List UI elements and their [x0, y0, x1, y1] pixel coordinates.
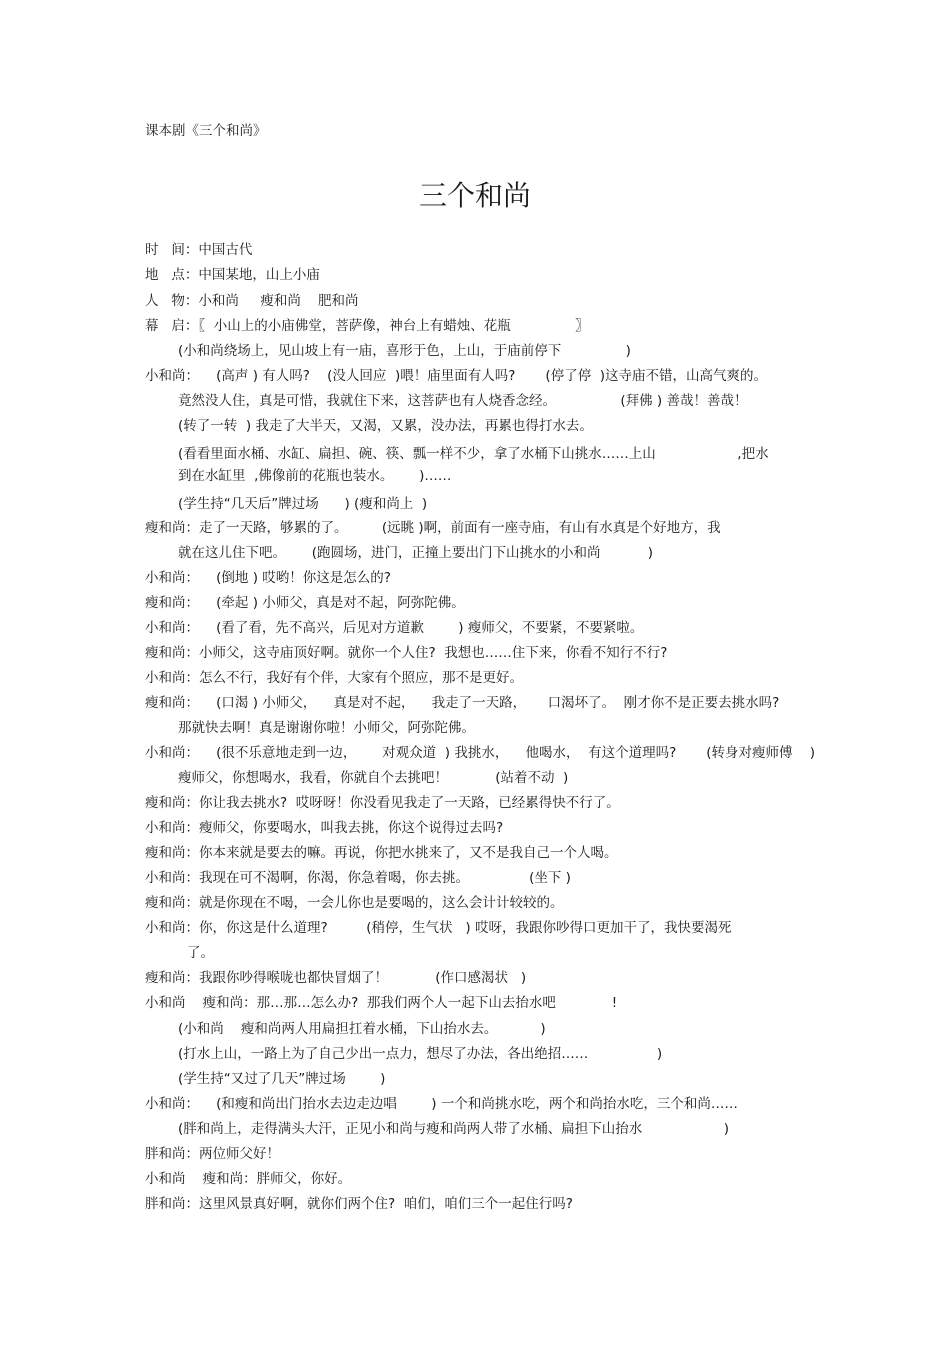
script-line: 小和尚：我现在可不渴啊，你渴，你急着喝，你去挑。 (坐下 ) [145, 870, 571, 886]
script-line: 小和尚：瘦师父，你要喝水，叫我去挑，你这个说得过去吗? [145, 820, 504, 836]
script-line: (打水上山，一路上为了自己少出一点力，想尽了办法，各出绝招…… ) [178, 1046, 663, 1062]
script-line: 竟然没人住，真是可惜，我就住下来，这菩萨也有人烧香念经。 (拜佛 ) 善哉！善哉！ [178, 393, 748, 409]
script-line: 就在这儿住下吧。 (跑圆场，进门，正撞上要出门下山挑水的小和尚 ) [178, 545, 653, 561]
script-line: 小和尚 瘦和尚：胖师父，你好。 [145, 1171, 352, 1187]
script-line: 瘦和尚：你让我去挑水? 哎呀呀！你没看见我走了一天路，已经累得快不行了。 [145, 795, 620, 811]
script-line: 小和尚：怎么不行，我好有个伴，大家有个照应，那不是更好。 [145, 670, 523, 686]
script-line: 瘦和尚：走了一天路，够累的了。 (远眺 )啊，前面有一座寺庙，有山有水真是个好地方，我 [145, 520, 721, 536]
script-line: 胖和尚：这里风景真好啊，就你们两个住? 咱们，咱们三个一起住行吗? [145, 1196, 573, 1212]
script-line: 人 物：小和尚 瘦和尚 肥和尚 [145, 293, 359, 309]
script-line: 时 间：中国古代 [145, 242, 253, 258]
script-line: 小和尚：你，你这是什么道理? (稍停，生气状 ) 哎呀，我跟你吵得口更加干了，我快要渴死 [145, 920, 732, 936]
script-line: 小和尚： (高声 ) 有人吗? (没人回应 )喂！庙里面有人吗? (停了停 )这寺庙不错，山高气爽的。 [145, 368, 768, 384]
doc-header: 课本剧《三个和尚》 [145, 123, 267, 139]
script-line: 小和尚： (和瘦和尚出门抬水去边走边唱 ) 一个和尚挑水吃，两个和尚抬水吃，三个和尚…… [145, 1096, 738, 1112]
script-line: 瘦师父，你想喝水，我看，你就自个去挑吧！ (站着不动 ) [178, 770, 569, 786]
script-line: 胖和尚：两位师父好！ [145, 1146, 280, 1162]
script-line: 地 点：中国某地，山上小庙 [145, 267, 320, 283]
doc-title: 三个和尚 [418, 179, 531, 212]
script-line: (小和尚 瘦和尚两人用扁担扛着水桶，下山抬水去。 ) [178, 1021, 546, 1037]
script-line: 瘦和尚：就是你现在不喝，一会儿你也是要喝的，这么会计计较较的。 [145, 895, 564, 911]
script-line: 到在水缸里 ,佛像前的花瓶也装水。 )…… [178, 468, 452, 484]
script-line: (胖和尚上，走得满头大汗，正见小和尚与瘦和尚两人带了水桶、扁担下山抬水 ) [178, 1121, 730, 1137]
script-line: 小和尚 瘦和尚：那…那…怎么办? 那我们两个人一起下山去抬水吧 ! [145, 995, 618, 1011]
script-line: 瘦和尚：我跟你吵得喉咙也都快冒烟了！ (作口感渴状 ) [145, 970, 527, 986]
script-line: 小和尚： (看了看，先不高兴，后见对方道歉 ) 瘦师父，不要紧，不要紧啦。 [145, 620, 644, 636]
script-line: (转了一转 ) 我走了大半天，又渴，又累，没办法，再累也得打水去。 [178, 418, 593, 434]
script-line: 瘦和尚： (牵起 ) 小师父，真是对不起，阿弥陀佛。 [145, 595, 465, 611]
script-line: 了。 [187, 945, 214, 961]
script-line: (小和尚绕场上，见山坡上有一庙，喜形于色，上山，于庙前停下 ) [178, 343, 631, 359]
script-line: 瘦和尚： (口渴 ) 小师父， 真是对不起， 我走了一天路， 口渴坏了。 刚才你不是正要去挑水吗? [145, 695, 780, 711]
script-line: 瘦和尚：你本来就是要去的嘛。再说，你把水挑来了，又不是我自己一个人喝。 [145, 845, 618, 861]
script-line: 小和尚： (倒地 ) 哎哟！你这是怎么的? [145, 570, 391, 586]
script-line: (学生持“几天后”牌过场 ) (瘦和尚上 ) [178, 496, 428, 512]
script-line: 小和尚： (很不乐意地走到一边， 对观众道 ) 我挑水， 他喝水， 有这个道理吗? (转身对瘦师傅 ) [145, 745, 815, 761]
script-line: (看看里面水桶、水缸、扁担、碗、筷、瓢一样不少，拿了水桶下山挑水……上山 ,把水 [178, 446, 769, 462]
script-line: (学生持“又过了几天”牌过场 ) [178, 1071, 386, 1087]
script-line: 幕 启：〖 小山上的小庙佛堂，菩萨像，神台上有蜡烛、花瓶 〗 [145, 318, 589, 334]
script-line: 瘦和尚：小师父，这寺庙顶好啊。就你一个人住? 我想也……住下来，你看不知行不行? [145, 645, 668, 661]
script-line: 那就快去啊！真是谢谢你啦！小师父，阿弥陀佛。 [178, 720, 475, 736]
